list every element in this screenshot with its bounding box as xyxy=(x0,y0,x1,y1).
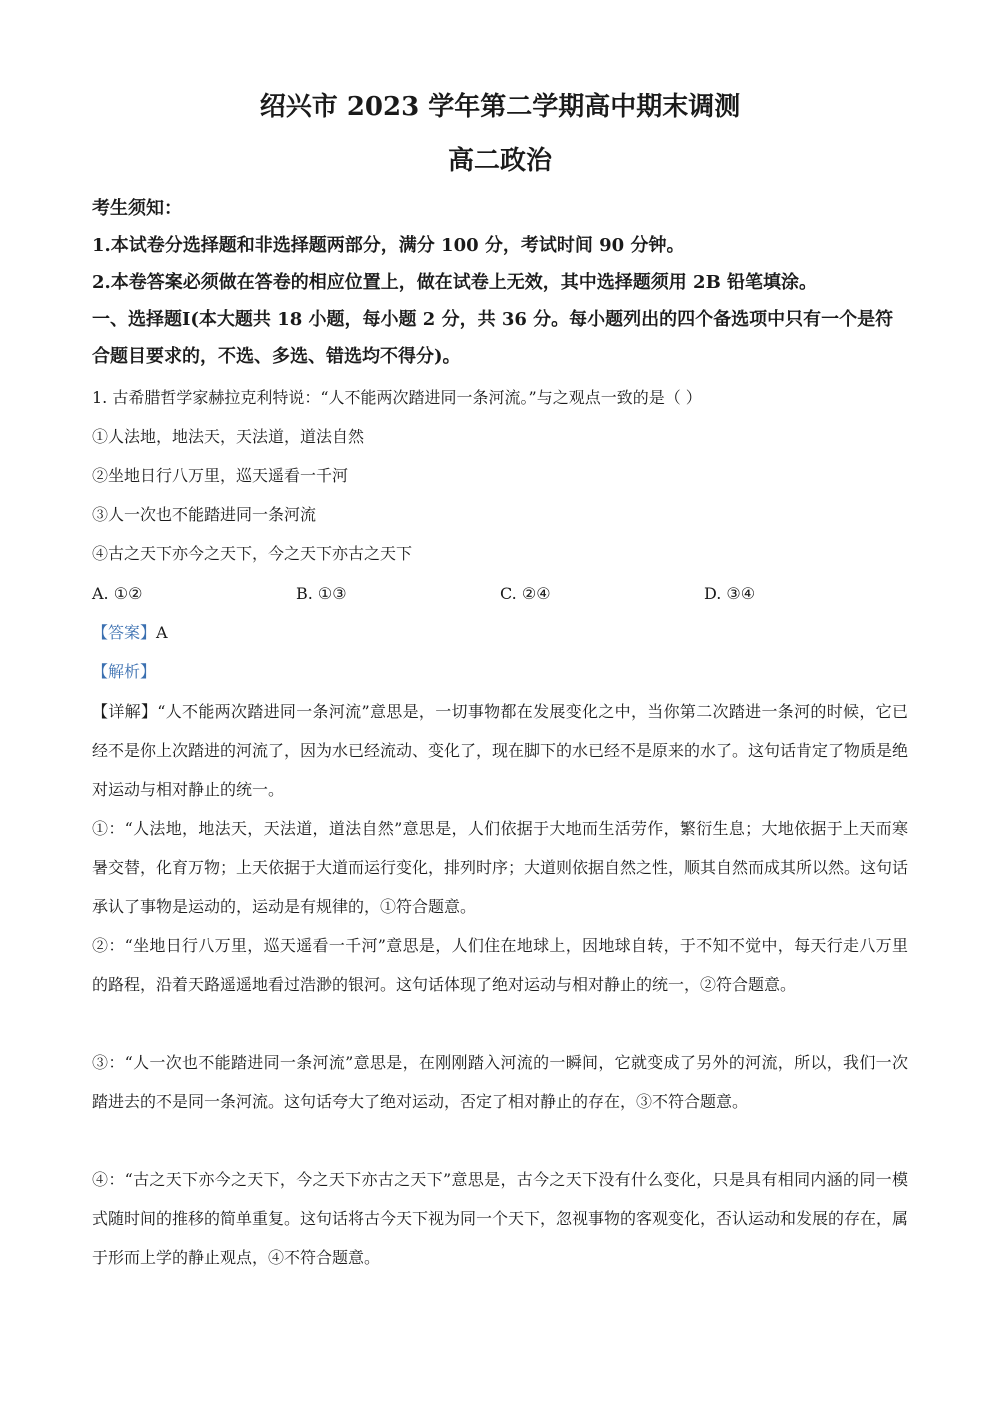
detail-paragraph: 【详解】“人不能两次踏进同一条河流”意思是，一切事物都在发展变化之中，当你第二次踏进一条河的时候，它已经不是你上次踏进的河流了，因为水已经流动、变化了，现在脚下的水已经不是原来的水了。这句话肯定了物质是绝对运动与相对静止的统一。 xyxy=(92,702,909,799)
statement-1: ①人法地，地法天，天法道，道法自然 xyxy=(92,427,365,446)
explain-paragraph-4: ④：“古之天下亦今之天下，今之天下亦古之天下”意思是，古今之天下没有什么变化，只是具有相同内涵的同一模式随时间的推移的简单重复。这句话将古今天下视为同一个天下，忽视事物的客观变化，否认运动和发展的存在，属于形而上学的静止观点，④不符合题意。 xyxy=(92,1170,909,1267)
notice-item-2: 2.本卷答案必须做在答卷的相应位置上，做在试卷上无效，其中选择题须用 2B 铅笔填涂。 xyxy=(92,272,818,293)
choice-c: C. ②④ xyxy=(500,584,551,603)
answer-line xyxy=(92,613,908,652)
notice-heading: 考生须知： xyxy=(92,198,182,219)
choice-d: D. ③④ xyxy=(704,584,756,603)
answer-tag: 【答案】 xyxy=(92,623,157,642)
explain-paragraph-2: ②：“坐地日行八万里，巡天遥看一千河”意思是，人们住在地球上，因地球自转，于不知不觉中，每天行走八万里的路程，沿着天路遥遥地看过浩渺的银河。这句话体现了绝对运动与相对静止的统一，②符合题意。 xyxy=(92,936,908,994)
question-1-stem: 1. 古希腊哲学家赫拉克利特说：“人不能两次踏进同一条河流。”与之观点一致的是（ ） xyxy=(92,388,702,407)
explain-paragraph-3: ③：“人一次也不能踏进同一条河流”意思是，在刚刚踏入河流的一瞬间，它就变成了另外的河流，所以，我们一次踏进去的不是同一条河流。这句话夸大了绝对运动，否定了相对静止的存在，③不符合题意。 xyxy=(92,1053,908,1111)
exam-title: 绍兴市 2023 学年第二学期高中期末调测 xyxy=(259,92,741,122)
explain-paragraph-1: ①：“人法地，地法天，天法道，道法自然”意思是，人们依据于大地而生活劳作，繁衍生息；大地依据于上天而寒暑交替，化育万物；上天依据于大道而运行变化，排列时序；大道则依据自然之性，顺其自然而成其所以然。这句话承认了事物是运动的，运动是有规律的，①符合题意。 xyxy=(92,819,909,916)
answer-choices xyxy=(92,574,908,613)
statement-3: ③人一次也不能踏进同一条河流 xyxy=(92,505,317,524)
notice-item-1: 1.本试卷分选择题和非选择题两部分，满分 100 分，考试时间 90 分钟。 xyxy=(92,235,685,256)
answer-value: A xyxy=(156,623,168,642)
analysis-line xyxy=(92,652,908,691)
analysis-tag: 【解析】 xyxy=(92,662,157,681)
exam-subject: 高二政治 xyxy=(447,146,552,176)
choice-a: A. ①② xyxy=(92,584,143,603)
statement-4: ④古之天下亦今之天下，今之天下亦古之天下 xyxy=(92,544,413,563)
statement-2: ②坐地日行八万里，巡天遥看一千河 xyxy=(92,466,349,485)
section-instructions: 一、选择题Ⅰ(本大题共 18 小题，每小题 2 分，共 36 分。每小题列出的四个备选项中只有一个是符合题目要求的，不选、多选、错选均不得分)。 xyxy=(92,309,894,367)
choice-b: B. ①③ xyxy=(296,584,347,603)
